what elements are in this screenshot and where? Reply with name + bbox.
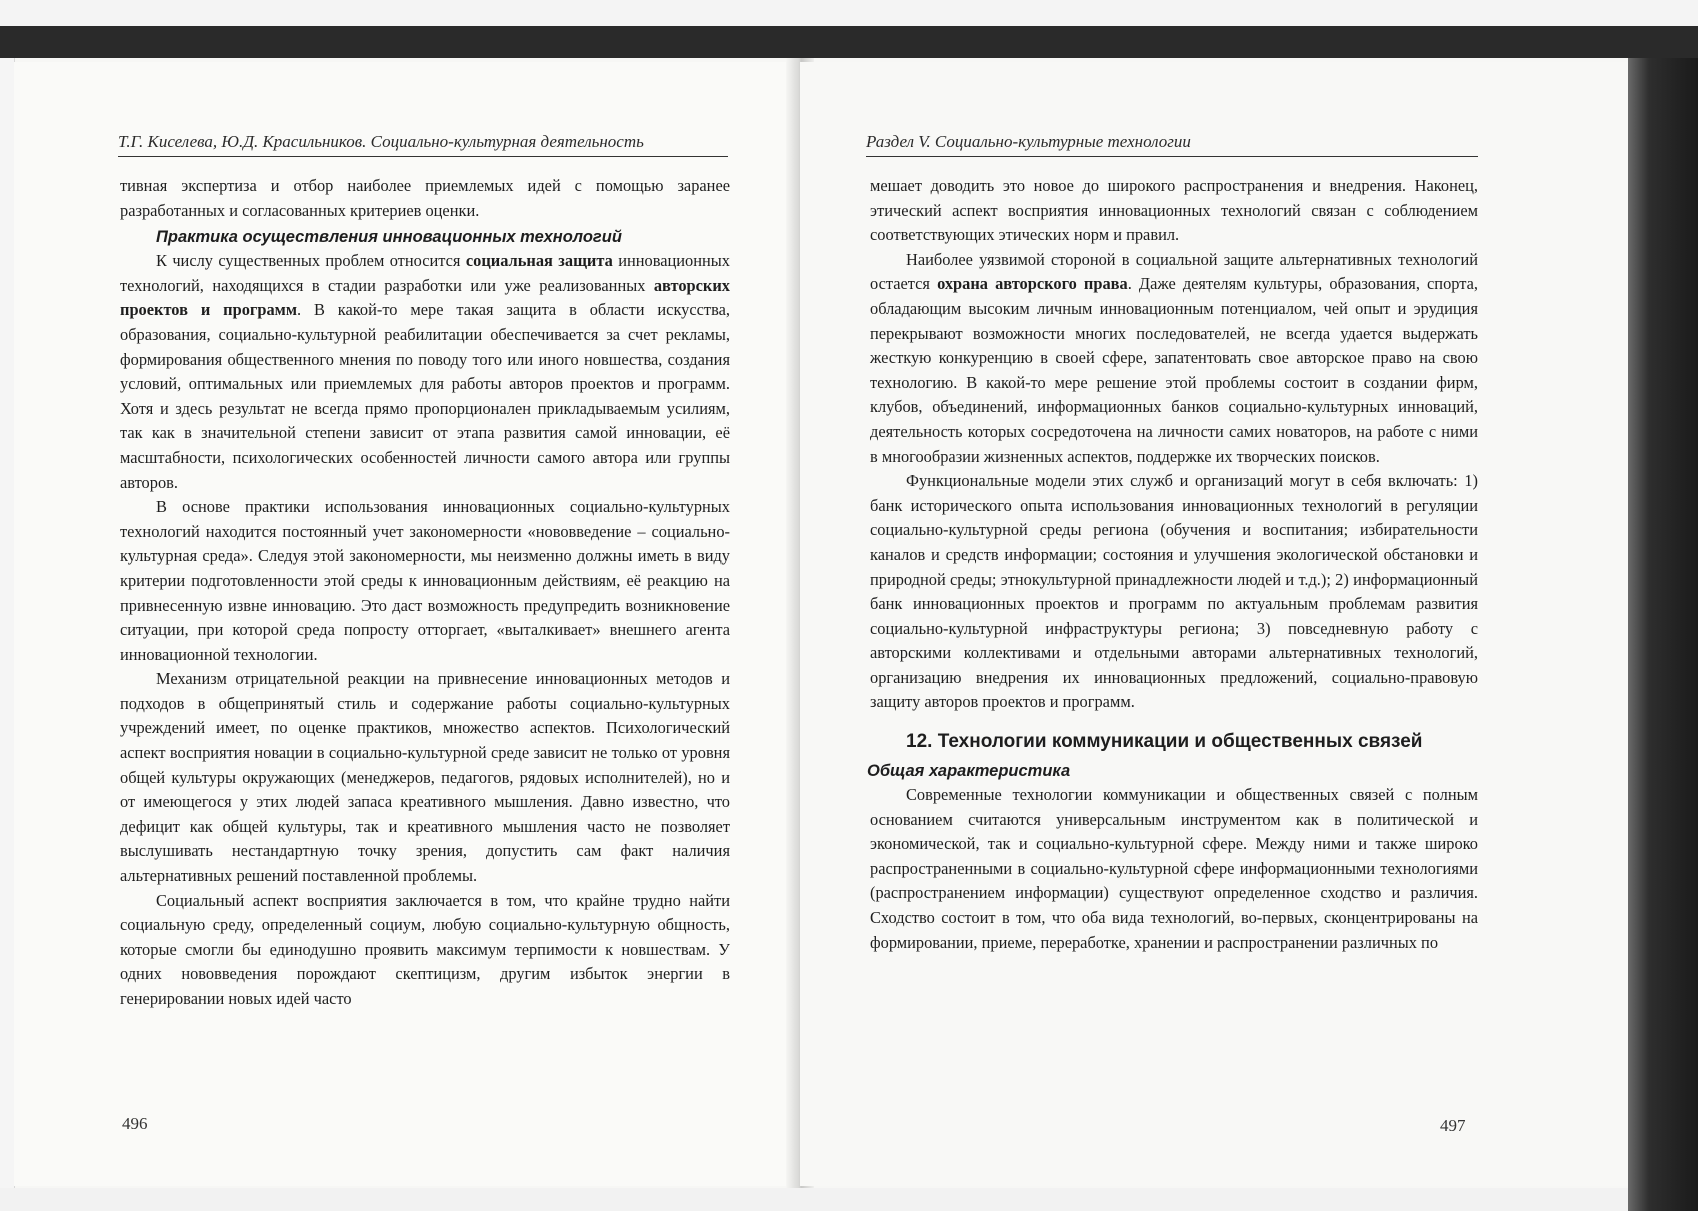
left-page-number: 496 bbox=[122, 1114, 148, 1133]
left-subheading: Практика осуществления инновационных технологий bbox=[156, 228, 622, 247]
left-page-text bbox=[120, 174, 730, 1012]
right-paragraph-0: мешает доводить это новое до широкого распространения и внедрения. Наконец, этический аспект восприятия инновационных технологий связан с соблюдением соответствующих этических норм и правил. bbox=[870, 176, 1478, 245]
left-page-edge bbox=[0, 58, 15, 1188]
left-running-head: Т.Г. Киселева, Ю.Д. Красильников. Социально-культурная деятельность bbox=[118, 132, 728, 157]
bold-copyright-protection: охрана авторского права bbox=[937, 274, 1128, 294]
right-paragraph-1: Наиболее уязвимой стороной в социальной защите альтернативных технологий остается охрана авторского права. Даже деятелям культуры, образования, спорта, обладающим высоким личным инновационным потенциалом, чей опыт и эрудиция перекрывают возможности многих последователей, не всегда удается выдержать жесткую конкуренцию в своей сфере, запатентовать свое авторское право на свою технологию. В какой-то мере решение этой проблемы состоит в создании фирм, клубов, объединений, информационных банков социально-культурных инноваций, деятельность которых сосредоточена на личности самих новаторов, на работе с ними в многообразии жизненных аспектов, поддержке их творческих поисков. bbox=[870, 249, 1478, 466]
right-paragraph-2: Функциональные модели этих служб и организаций могут в себя включать: 1) банк исторического опыта использования инновационных технологий в регуляции социально-культурной среды региона (обучения и воспитания; избирательности каналов и средств информации; состояния и улучшения экологической обстановки и природной среды; этнокультурной принадлежности людей и т.д.); 2) информационный банк инновационных проектов и программ по актуальным проблемам развития социально-культурной инфраструктуры региона; 3) повседневную работу с авторскими коллективами и отдельными авторами альтернативных технологий, организацию внедрения их инновационных предложений, социально-правовую защиту авторов проектов и программ. bbox=[870, 471, 1478, 712]
right-page-number: 497 bbox=[1440, 1116, 1466, 1135]
left-paragraph-2: В основе практики использования инновационных социально-культурных технологий находится постоянный учет закономерности «нововведение – социально-культурная среда». Следуя этой закономерности, мы неизменно должны иметь в виду критерии подготовленности этой среды к инновационным действиям, её реакцию на привнесенную извне инновацию. Это даст возможность предупредить возникновение ситуации, при которой среда попросту отторгает, «выталкивает» внешнего агента инновационной технологии. bbox=[120, 497, 730, 664]
book-cover-edge bbox=[1628, 58, 1698, 1211]
scan-bottom-border bbox=[0, 1188, 1628, 1211]
right-page-text bbox=[867, 174, 1478, 955]
bold-social-protection: социальная защита bbox=[465, 251, 613, 271]
scan-top-border bbox=[0, 0, 1698, 58]
left-paragraph-1: К числу существенных проблем относится социальная защита инновационных технологий, находящихся в стадии разработки или уже реализованных авторских проектов и программ. В какой-то мере такая защита в области искусства, образования, социально-культурной реабилитации обеспечивается за счет рекламы, формирования общественного мнения по поводу того или иного новшества, создания условий, оптимальных или приемлемых для работы авторов проектов и программ. Хотя и здесь результат не всегда прямо пропорционален прикладываемым усилиям, так как в значительной степени зависит от этапа развития самой инновации, её масштабности, психологических особенностей личности самого автора или группы авторов. bbox=[120, 251, 730, 492]
left-paragraph-4: Социальный аспект восприятия заключается в том, что крайне трудно найти социальную среду, определенный социум, любую социально-культурную общность, которые смогли бы единодушно проявить максимум терпимости к новшествам. У одних нововведения порождают скептицизм, другим избыток энергии в генерировании новых идей часто bbox=[120, 890, 730, 1008]
left-paragraph-0: тивная экспертиза и отбор наиболее приемлемых идей с помощью заранее разработанных и согласованных критериев оценки. bbox=[120, 176, 730, 220]
right-running-head: Раздел V. Социально-культурные технологии bbox=[866, 132, 1478, 157]
right-subheading: Общая характеристика bbox=[867, 762, 1071, 781]
right-paragraph-3: Современные технологии коммуникации и общественных связей с полным основанием считаются универсальным инструментом как в политической и экономической, так и социально-культурной сфере. Между ними и также широко распространенными в социально-культурной сфере информационными технологиями (распространением информации) существуют определенное сходство и различия. Сходство состоит в том, что оба вида технологий, во-первых, сконцентрированы на формировании, приеме, переработке, хранении и распространении различных по bbox=[870, 785, 1478, 952]
chapter-title: 12. Технологии коммуникации и общественных связей bbox=[906, 731, 1423, 753]
bold-author-projects: авторских проектов и программ bbox=[120, 275, 730, 320]
left-paragraph-3: Механизм отрицательной реакции на привнесение инновационных методов и подходов в общепринятый стиль и содержание работы социально-культурных учреждений имеет, по оценке практиков, множество аспектов. Психологический аспект восприятия новации в социально-культурной среде зависит не только от уровня общей культуры окружающих (менеджеров, педагогов, рядовых исполнителей), но и от имеющегося у этих людей запаса креативного мышления. Давно известно, что дефицит как общей культуры, так и креативного мышления часто не позволяет выслушивать нестандартную точку зрения, допустить сам факт наличия альтернативных решений поставленной проблемы. bbox=[120, 669, 730, 886]
